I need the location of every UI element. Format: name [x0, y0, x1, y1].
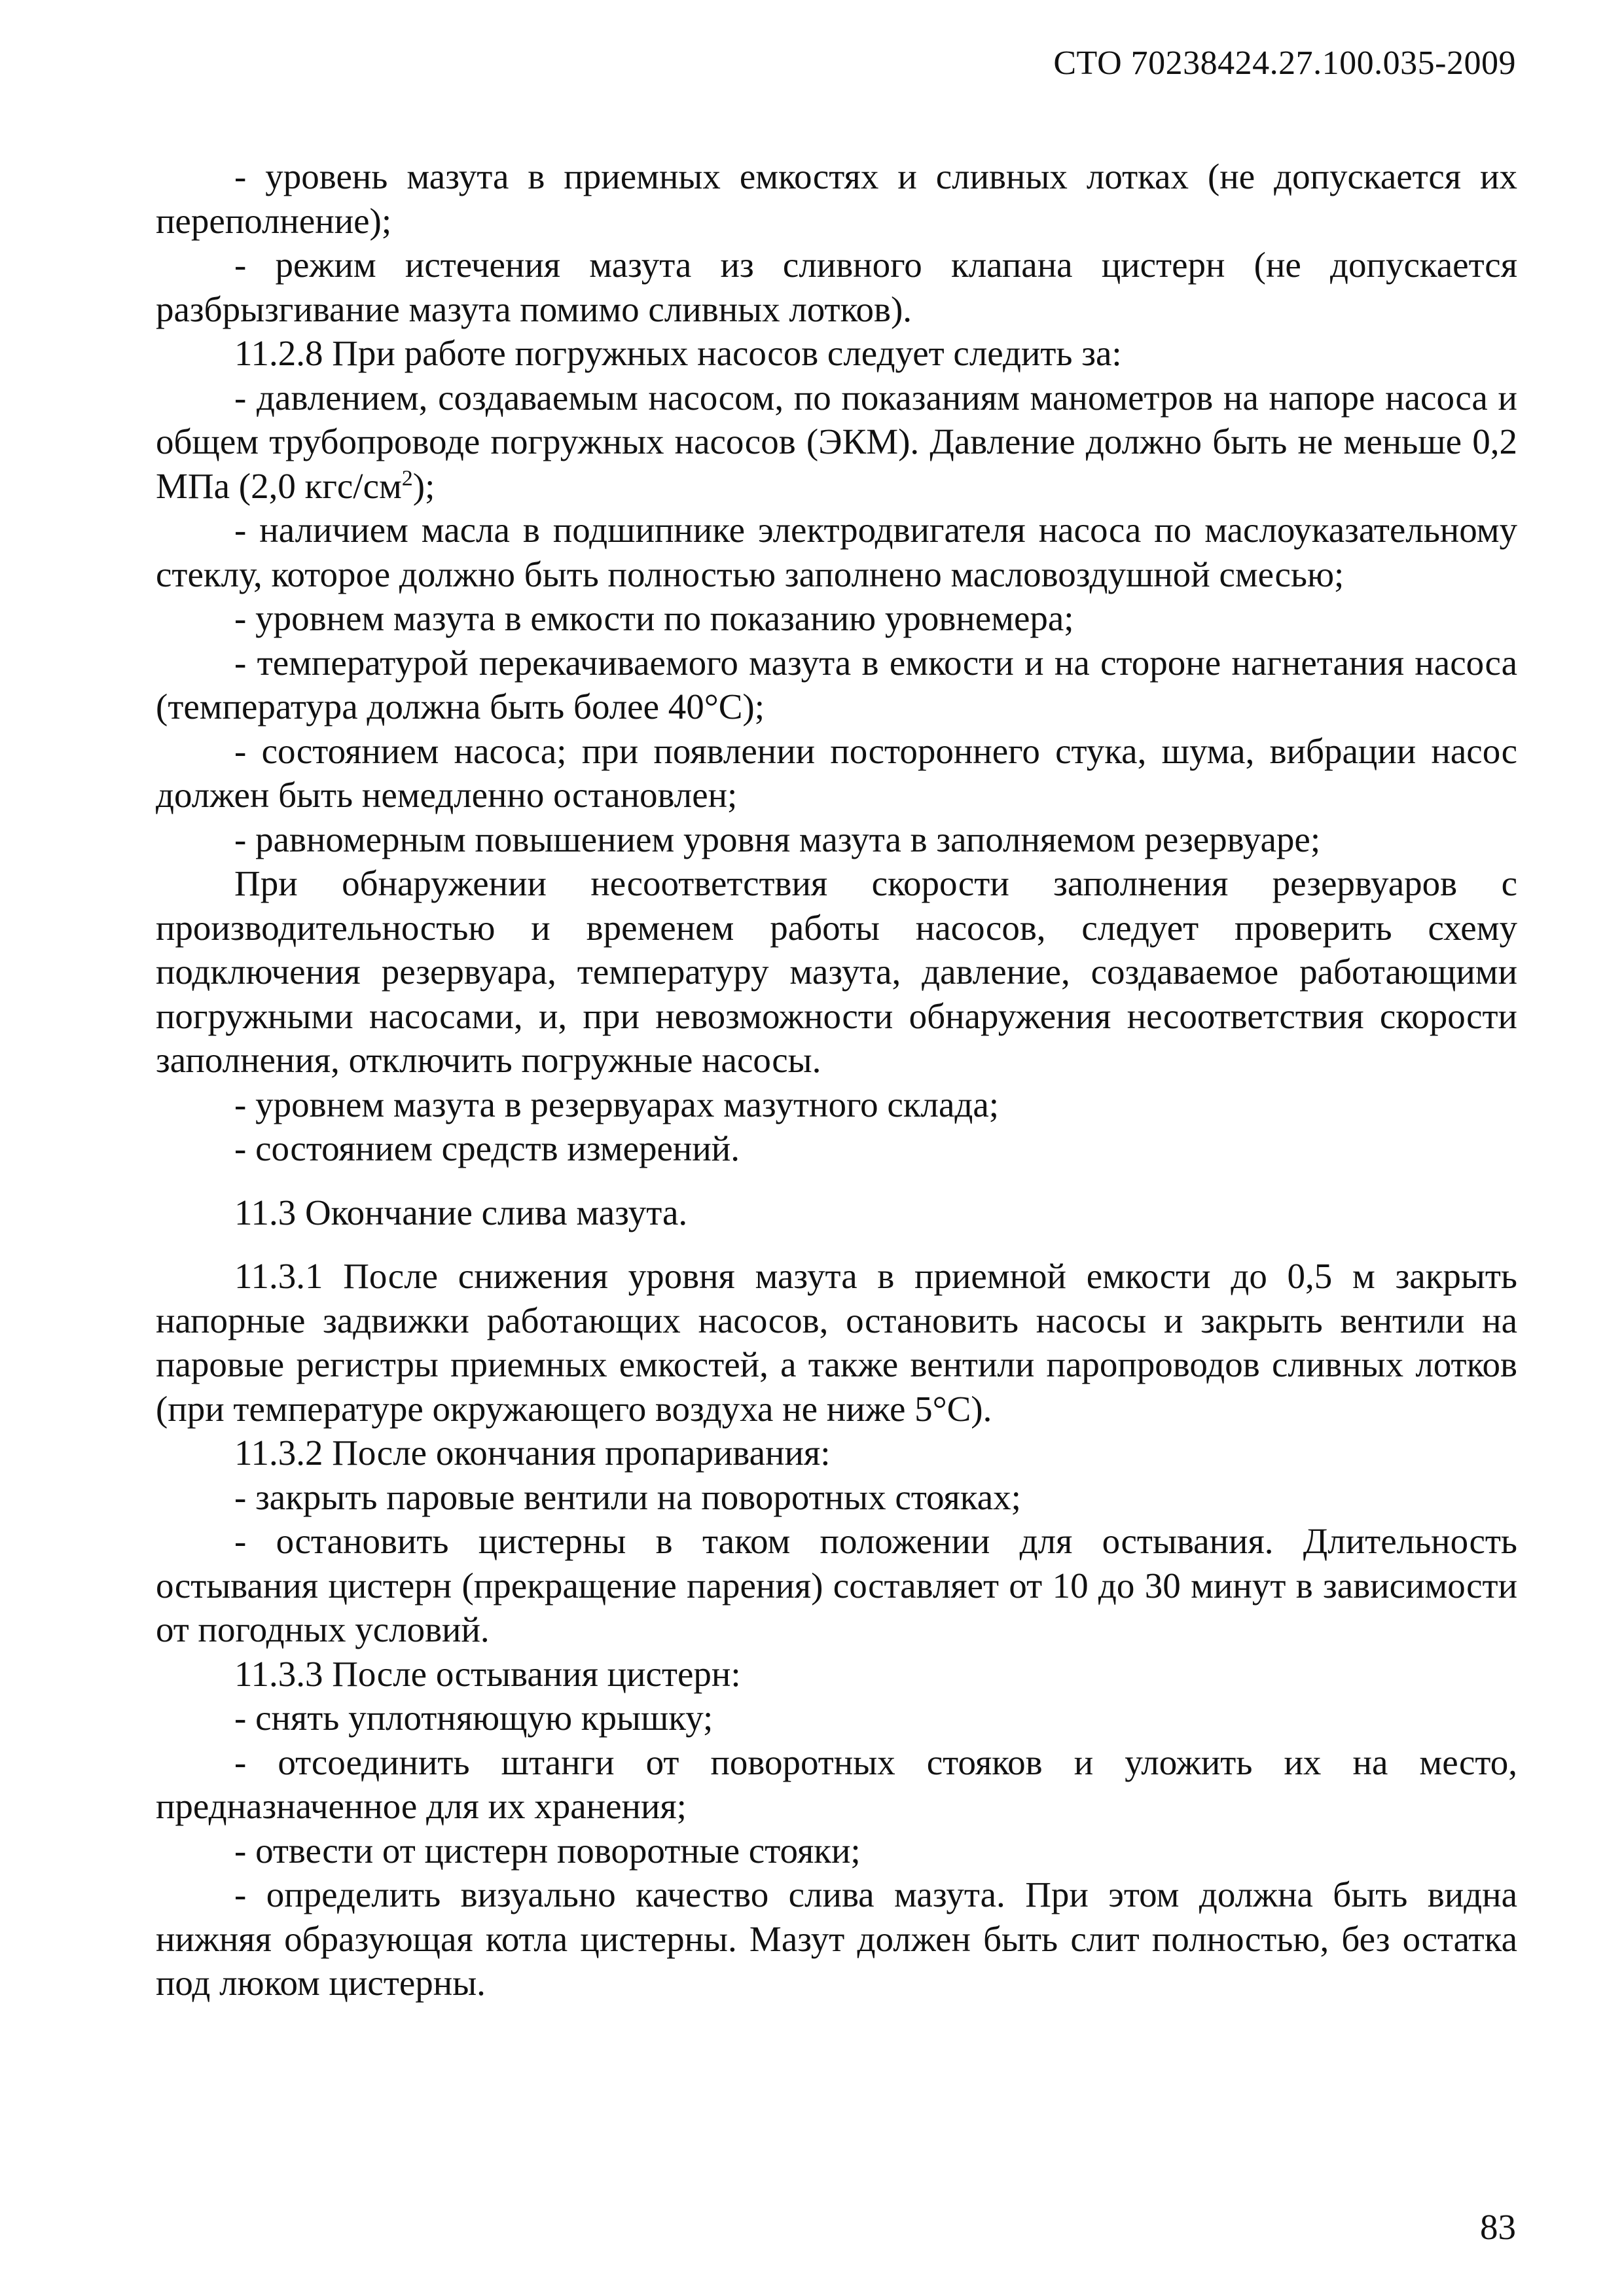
bullet-paragraph: [156, 376, 1517, 509]
bullet-paragraph: - закрыть паровые вентили на поворотных стояках;: [234, 1477, 1021, 1517]
document-code-header: СТО 70238424.27.100.035-2009: [1053, 45, 1516, 82]
bullet-paragraph: - остановить цистерны в таком положении для остывания. Длительность остывания цистерн (прекращение парения) составляет от 10 до 30 минут в зависимости от погодных условий.: [156, 1521, 1517, 1649]
bullet-paragraph: - состоянием насоса; при появлении постороннего стука, шума, вибрации насос должен быть немедленно остановлен;: [156, 730, 1517, 815]
section-paragraph: 11.3.3 После остывания цистерн:: [234, 1653, 741, 1694]
section-paragraph: 11.2.8 При работе погружных насосов следует следить за:: [234, 333, 1122, 373]
section-heading: 11.3 Окончание слива мазута.: [234, 1192, 688, 1232]
bullet-paragraph: - наличием масла в подшипнике электродвигателя насоса по маслоуказательному стеклу, которое должно быть полностью заполнено масловоздушной смесью;: [156, 510, 1517, 594]
paragraph-text-tail: );: [412, 465, 435, 506]
bullet-paragraph: - уровень мазута в приемных емкостях и сливных лотках (не допускается их переполнение);: [156, 156, 1517, 241]
bullet-paragraph: - режим истечения мазута из сливного клапана цистерн (не допускается разбрызгивание мазута помимо сливных лотков).: [156, 245, 1517, 329]
bullet-paragraph: - определить визуально качество слива мазута. При этом должна быть видна нижняя образующая котла цистерны. Мазут должен быть слит полностью, без остатка под люком цистерны.: [156, 1874, 1517, 2003]
bullet-paragraph: - состоянием средств измерений.: [234, 1128, 740, 1168]
bullet-paragraph: - уровнем мазута в резервуарах мазутного склада;: [234, 1084, 1000, 1124]
bullet-paragraph: - отсоединить штанги от поворотных стояков и уложить их на место, предназначенное для их хранения;: [156, 1742, 1517, 1826]
bullet-paragraph: - отвести от цистерн поворотные стояки;: [234, 1830, 861, 1871]
body-paragraph: При обнаружении несоответствия скорости заполнения резервуаров с производительностью и временем работы насосов, следует проверить схему подключения резервуара, температуру мазута, давление, создаваемое работающими погружными насосами, и, при невозможности обнаружения несоответствия скорости заполнения, отключить погружные насосы.: [156, 863, 1517, 1080]
section-paragraph: 11.3.1 После снижения уровня мазута в приемной емкости до 0,5 м закрыть напорные задвижки работающих насосов, остановить насосы и закрыть вентили на паровые регистры приемных емкостей, а также вентили паропроводов сливных лотков (при температуре окружающего воздуха не ниже 5°С).: [156, 1256, 1517, 1429]
bullet-paragraph: - температурой перекачиваемого мазута в емкости и на стороне нагнетания насоса (температура должна быть более 40°С);: [156, 642, 1517, 726]
paragraph-text: - давлением, создаваемым насосом, по показаниям манометров на напоре насоса и общем трубопроводе погружных насосов (ЭКМ). Давление должно быть не меньше 0,2 МПа (2,0 кгс/см: [156, 377, 1517, 506]
section-paragraph: 11.3.2 После окончания пропаривания:: [234, 1433, 831, 1473]
page-number: 83: [1480, 2207, 1516, 2247]
bullet-paragraph: - равномерным повышением уровня мазута в заполняемом резервуаре;: [234, 819, 1321, 859]
superscript: 2: [401, 466, 413, 491]
document-body: [156, 154, 1517, 2005]
bullet-paragraph: - уровнем мазута в емкости по показанию уровнемера;: [234, 598, 1074, 638]
bullet-paragraph: - снять уплотняющую крышку;: [234, 1698, 713, 1738]
